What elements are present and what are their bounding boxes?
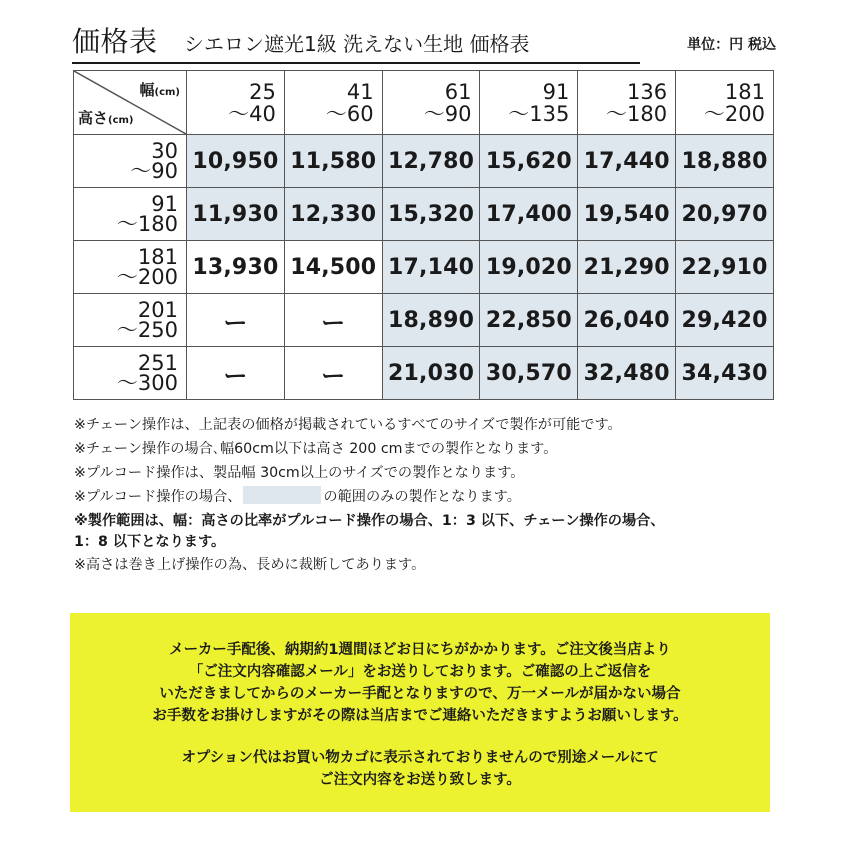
price-cell: 12,780 [382, 135, 480, 188]
price-cell: 12,330 [284, 188, 382, 241]
price-cell: 21,030 [382, 347, 480, 400]
table-corner [74, 71, 187, 135]
price-cell: 32,480 [578, 347, 676, 400]
column-header: 91 ～135 [480, 71, 578, 135]
table-row [74, 135, 774, 188]
table-row [74, 241, 774, 294]
price-cell: ー [187, 294, 285, 347]
title-underline [72, 62, 640, 64]
price-cell: 17,400 [480, 188, 578, 241]
column-header: 61 ～90 [382, 71, 480, 135]
note-height-cut: ※高さは巻き上げ操作の為、長めに裁断してあります。 [74, 557, 426, 573]
price-cell: 26,040 [578, 294, 676, 347]
price-cell: ー [284, 347, 382, 400]
price-cell: 19,020 [480, 241, 578, 294]
note-pullcord-width: ※プルコード操作は、製品幅 30cm以上のサイズでの製作となります。 [74, 465, 525, 481]
note-pullcord-range: ※プルコード操作の場合、 の範囲のみの製作となります。 [74, 485, 794, 509]
price-cell: 20,970 [676, 188, 774, 241]
price-cell: 11,580 [284, 135, 382, 188]
price-table [73, 70, 774, 400]
row-header: 91 ～180 [74, 188, 187, 241]
notice-paragraph-2: オプション代はお買い物カゴに表示されておりませんので別途メールにて ご注文内容をお送り致します。 [181, 750, 659, 788]
price-cell: 30,570 [480, 347, 578, 400]
price-cell: ー [284, 294, 382, 347]
column-header: 41 ～60 [284, 71, 382, 135]
row-header: 201 ～250 [74, 294, 187, 347]
notice-paragraph-1: メーカー手配後、納期約1週間ほどお日にちがかかります。ご注文後当店より 「ご注文内容確認メール」をお送りしております。ご確認の上ご返信を いただきましてからのメーカー手配となりますので、万一メールが届かない場合 お手数をお掛けしますがその際は当店までご連絡いただきますようお願いします。 [152, 642, 688, 724]
height-axis-label: 高さ(cm) [78, 109, 134, 127]
notes-section [74, 413, 794, 577]
price-cell: 21,290 [578, 241, 676, 294]
title-row [72, 26, 776, 62]
column-header: 25 ～40 [187, 71, 285, 135]
width-axis-label: 幅(cm) [139, 81, 180, 99]
row-header: 181 ～200 [74, 241, 187, 294]
price-cell: 10,950 [187, 135, 285, 188]
price-cell: 17,440 [578, 135, 676, 188]
price-cell: 15,320 [382, 188, 480, 241]
price-cell: 19,540 [578, 188, 676, 241]
price-cell: 29,420 [676, 294, 774, 347]
price-cell: 18,890 [382, 294, 480, 347]
price-cell: 13,930 [187, 241, 285, 294]
page-subtitle: シエロン遮光1級 洗えない生地 価格表 [184, 32, 530, 56]
note-chain-all-sizes: ※チェーン操作は、上記表の価格が掲載されているすべてのサイズで製作が可能です。 [74, 417, 622, 433]
column-header: 136 ～180 [578, 71, 676, 135]
header-row [74, 71, 774, 135]
row-header: 251 ～300 [74, 347, 187, 400]
table-row [74, 347, 774, 400]
unit-label: 単位：円 税込 [687, 37, 776, 53]
price-cell: 17,140 [382, 241, 480, 294]
price-cell: 22,850 [480, 294, 578, 347]
table-row [74, 188, 774, 241]
price-cell: 11,930 [187, 188, 285, 241]
price-cell: 22,910 [676, 241, 774, 294]
column-header: 181 ～200 [676, 71, 774, 135]
price-cell: 15,620 [480, 135, 578, 188]
price-cell: 18,880 [676, 135, 774, 188]
page-title: 価格表 [72, 25, 158, 58]
row-header: 30 ～90 [74, 135, 187, 188]
price-cell: ー [187, 347, 285, 400]
price-cell: 14,500 [284, 241, 382, 294]
table-row [74, 294, 774, 347]
price-cell: 34,430 [676, 347, 774, 400]
shade-swatch [243, 486, 321, 504]
note-chain-width-limit: ※チェーン操作の場合､幅60cm以下は高さ 200 cmまでの製作となります。 [74, 441, 558, 457]
notice-box [70, 613, 770, 812]
note-ratio: ※製作範囲は、幅：高さの比率がプルコード操作の場合、1：3 以下、チェーン操作の場合、 1：8 以下となります。 [74, 513, 665, 550]
